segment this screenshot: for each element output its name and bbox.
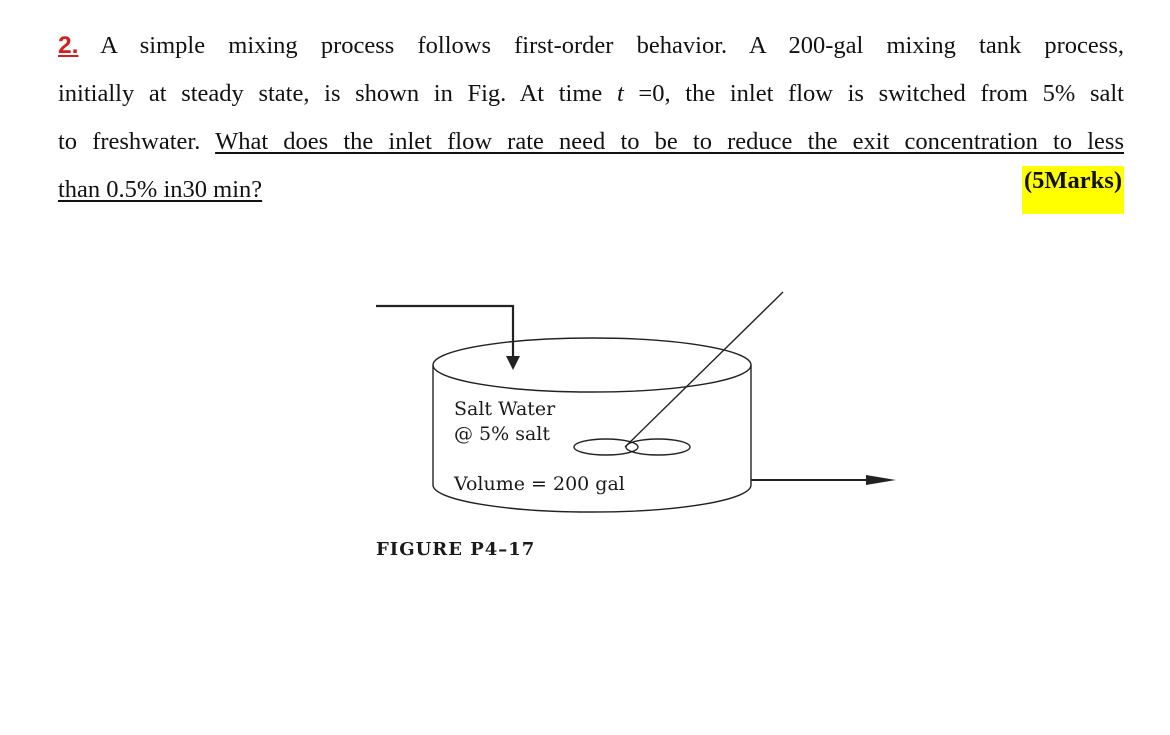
- figure-caption: FIGURE P4–17: [376, 539, 536, 560]
- question-underlined-part-1: What does the inlet flow rate need to be to reduce the exit concentration to less: [215, 128, 1124, 155]
- tank-top-rim: [433, 338, 751, 392]
- question-underlined-part-2: than 0.5% in30 min?: [58, 176, 263, 203]
- time-variable: t: [616, 80, 624, 107]
- question-number: 2.: [58, 32, 79, 59]
- inlet-arrow-head: [506, 356, 520, 370]
- impeller-left-blade: [574, 439, 638, 455]
- impeller-right-blade: [626, 439, 690, 455]
- outlet-arrow-head: [866, 475, 896, 485]
- volume-label: Volume = 200 gal: [454, 473, 625, 495]
- mixer-shaft: [625, 292, 783, 447]
- question-line-3-text: to freshwater.: [58, 128, 216, 155]
- question-line-1-text: A simple mixing process follows first-order behavior. A 200-gal mixing tank process,: [78, 32, 1124, 59]
- salt-concentration-label: @ 5% salt: [454, 423, 551, 445]
- inlet-pipe: [376, 306, 513, 358]
- question-line-2-rest: =0, the inlet flow is switched from 5% salt: [623, 80, 1124, 107]
- salt-water-label: Salt Water: [454, 398, 556, 420]
- question-line-2-text: initially at steady state, is shown in Fig. At time: [58, 80, 617, 107]
- marks-badge: (5Marks): [1022, 166, 1124, 214]
